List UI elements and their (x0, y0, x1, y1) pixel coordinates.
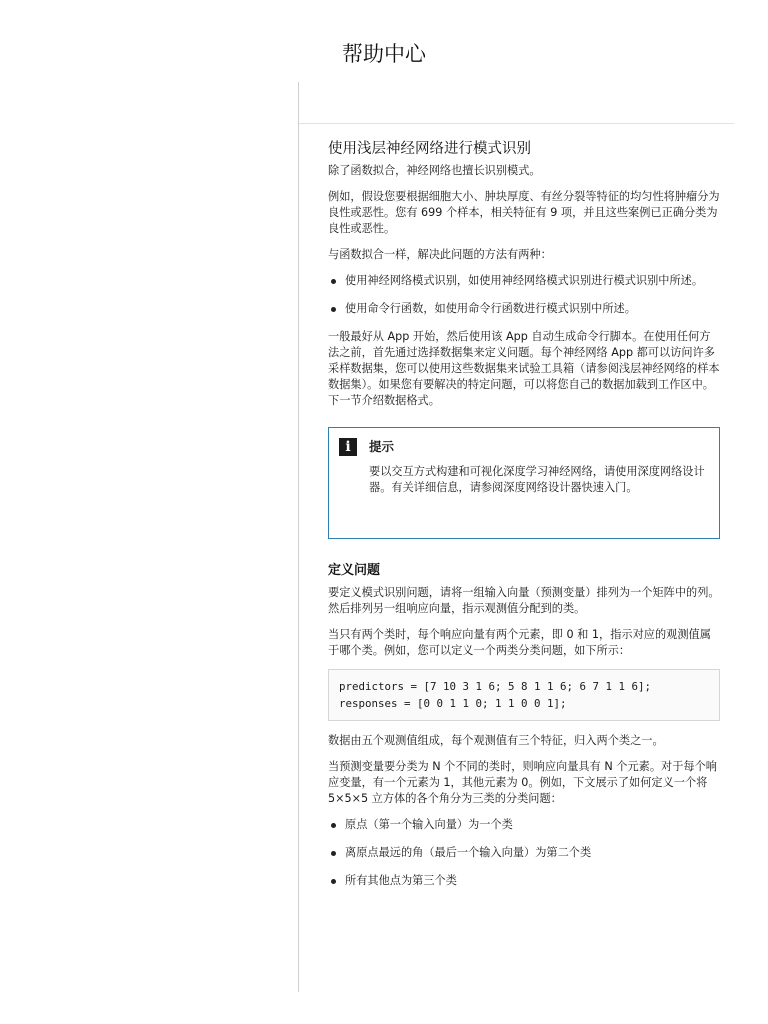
article-content (328, 141, 720, 901)
list-item: 原点（第一个输入向量）为一个类 (328, 817, 720, 833)
tip-body: 要以交互方式构建和可视化深度学习神经网络，请使用深度网络设计器。有关详细信息，请参阅深度网络设计器快速入门。 (369, 465, 705, 494)
code-block (328, 669, 720, 721)
section-heading: 定义问题 (328, 563, 381, 578)
content-left-divider (298, 82, 299, 992)
methods-paragraph: 与函数拟合一样，解决此问题的方法有两种： (328, 248, 552, 261)
define-paragraph: 要定义模式识别问题，请将一组输入向量（预测变量）排列为一个矩阵中的列。然后排列另一组响应向量，指示观测值分配到的类。 (328, 586, 720, 615)
list-item: 使用神经网络模式识别，如使用神经网络模式识别进行模式识别中所述。 (328, 273, 720, 289)
list-item: 使用命令行函数，如使用命令行函数进行模式识别中所述。 (328, 301, 720, 317)
page-title: 帮助中心 (342, 42, 426, 66)
content-top-divider (299, 123, 734, 124)
code-line: predictors = [7 10 3 1 6; 5 8 1 1 6; 6 7 1 1 6]; (339, 680, 652, 693)
n-class-paragraph: 当预测变量要分类为 N 个不同的类时，则响应向量具有 N 个元素。对于每个响应变量，有一个元素为 1，其他元素为 0。例如，下文展示了如何定义一个将 5×5×5 立方体的各个角分为三类的分类问题： (328, 760, 717, 805)
info-icon: i (339, 438, 357, 456)
list-item: 离原点最远的角（最后一个输入向量）为第二个类 (328, 845, 720, 861)
classes-list (328, 817, 720, 889)
list-item: 所有其他点为第三个类 (328, 873, 720, 889)
tip-title: 提示 (369, 439, 395, 454)
two-class-paragraph: 当只有两个类时，每个响应向量有两个元素，即 0 和 1，指示对应的观测值属于哪个类。例如，您可以定义一个两类分类问题，如下所示： (328, 628, 711, 657)
intro-paragraph: 除了函数拟合，神经网络也擅长识别模式。 (328, 164, 541, 177)
data-paragraph: 数据由五个观测值组成，每个观测值有三个特征，归入两个类之一。 (328, 734, 664, 747)
article-title: 使用浅层神经网络进行模式识别 (328, 141, 531, 157)
code-line: responses = [0 0 1 1 0; 1 1 0 0 1]; (339, 697, 567, 710)
example-paragraph: 例如，假设您要根据细胞大小、肿块厚度、有丝分裂等特征的均匀性将肿瘤分为良性或恶性。您有 699 个样本，相关特征有 9 项，并且这些案例已正确分类为良性或恶性。 (328, 190, 720, 235)
tip-callout (328, 427, 720, 539)
app-paragraph: 一般最好从 App 开始，然后使用该 App 自动生成命令行脚本。在使用任何方法之前，首先通过选择数据集来定义问题。每个神经网络 App 都可以访问许多采样数据集，您可以使用这些数据集来试验工具箱（请参阅浅层神经网络的样本数据集）。如果您有要解决的特定问题，可以将您自己的数据加载到工作区中。下一节介绍数据格式。 (328, 330, 720, 407)
methods-list (328, 273, 720, 317)
